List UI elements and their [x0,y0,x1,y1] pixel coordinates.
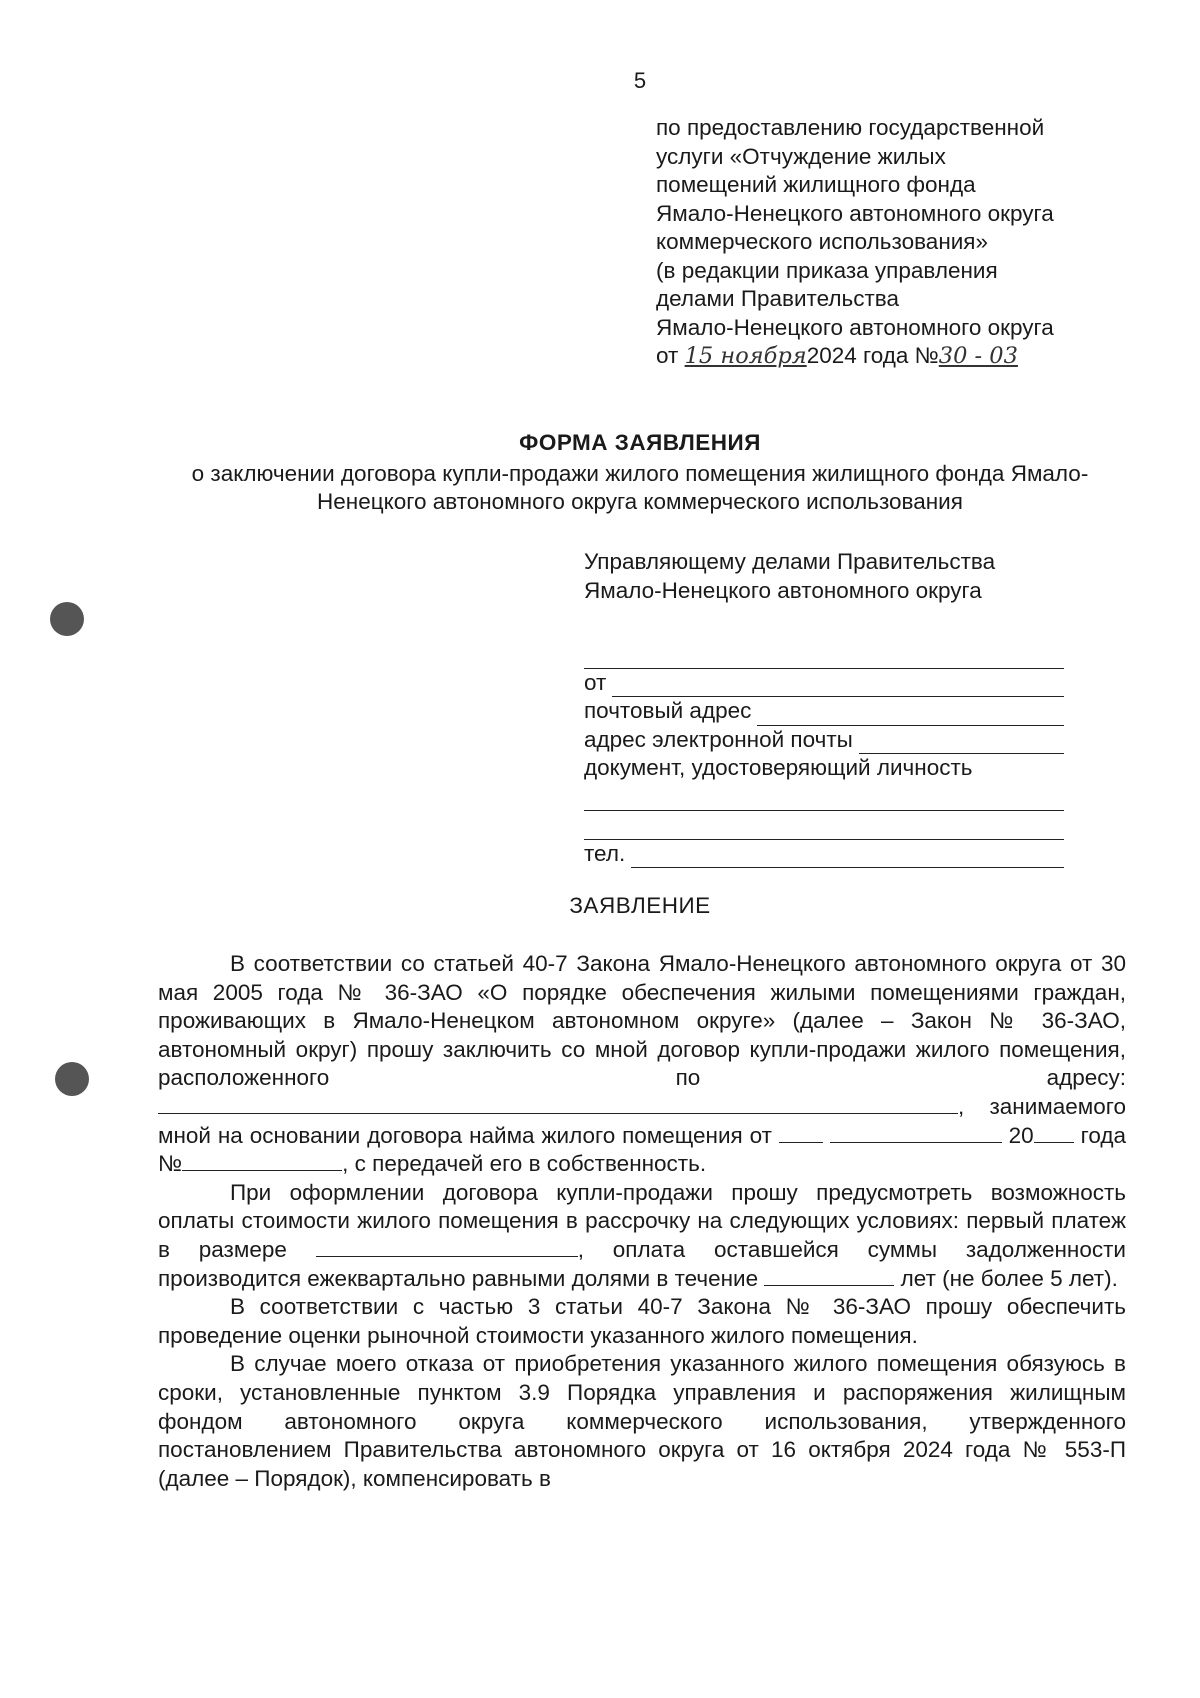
addressee-line: Ямало-Ненецкого автономного округа [584,577,982,603]
identity-document-field[interactable] [584,788,1064,811]
p1-text-c: 20 [1008,1122,1034,1148]
addressee-block [584,548,1084,605]
statement-body [158,950,1126,1493]
approval-line: коммерческого использования» [656,229,989,254]
approval-line: помещений жилищного фонда [656,172,976,197]
approval-line: (в редакции приказа управления [656,257,998,283]
form-subtitle: о заключении договора купли-продажи жилого помещения жилищного фонда Ямало-Ненецкого автономного округа коммерческого использования [191,461,1089,514]
postal-address-label: почтовый адрес [584,698,752,723]
paragraph [158,950,1126,1179]
contract-number-field[interactable] [182,1151,342,1171]
paragraph [158,1179,1126,1293]
statement-heading: ЗАЯВЛЕНИЕ [569,893,711,918]
phone-field[interactable] [631,845,1064,868]
installment-years-field[interactable] [764,1266,894,1286]
p1-text-e: , с передачей его в собственность. [342,1151,707,1177]
approval-line: услуги «Отчуждение жилых [656,143,946,169]
identity-document-label: документ, удостоверяющий личность [584,755,973,780]
p2-text-b: , оплата оставшейся суммы задолженности производится ежеквартально равными долями в течение [158,1236,1126,1291]
handwritten-date: 15 ноября [684,343,807,369]
p2-text-c: лет (не более 5 лет). [900,1265,1118,1291]
p1-text-a: В соответствии со статьей 40-7 Закона Ямало-Ненецкого автономного округа от 30 мая 2005 года № 36-ЗАО «О порядке обеспечения жилыми помещениями граждан, проживающих в Ямало-Ненецком автономном округе» (далее – Закон № 36-ЗАО, автономный округ) прошу заключить со мной договор купли-продажи жилого помещения, расположенного по адресу: [158,951,1126,1091]
approval-date-line [656,342,1126,371]
identity-document-field[interactable] [584,817,1064,840]
punch-hole-mark [55,1062,89,1096]
approval-line: по предоставлению государственной [656,115,1045,140]
date-prefix: от [656,343,679,368]
phone-row [584,840,1064,869]
paragraph: В случае моего отказа от приобретения указанного жилого помещения обязуюсь в сроки, установленные пунктом 3.9 Порядка управления и распоряжения жилищным фондом автономного округа коммерческого использования, утвержденного постановлением Правительства автономного округа от 16 октября 2024 года № 553-П (далее – Порядок), компенсировать в [158,1351,1126,1491]
email-field[interactable] [859,731,1064,754]
p1-text-d: года № [158,1122,1126,1177]
p1-text-b: , занимаемого мной на основании договора найма жилого помещения от [158,1093,1126,1148]
email-label: адрес электронной почты [584,726,853,752]
contract-day-field[interactable] [779,1123,823,1143]
document-blank-row [584,783,1064,812]
first-payment-field[interactable] [316,1237,578,1257]
addressee-line: Управляющему делами Правительства [584,549,996,574]
contract-month-field[interactable] [830,1123,1002,1143]
blank-line[interactable] [584,646,1064,669]
postal-address-field[interactable] [757,703,1064,726]
from-row [584,669,1064,698]
paragraph: В соответствии с частью 3 статьи 40-7 Закона № 36-ЗАО прошу обеспечить проведение оценки рыночной стоимости указанного жилого помещения. [158,1294,1126,1348]
page-number: 5 [633,68,647,93]
handwritten-order-number: 30 - 03 [938,343,1018,369]
phone-label: тел. [584,840,626,866]
address-field[interactable] [158,1094,958,1114]
p2-text-a: При оформлении договора купли-продажи прошу предусмотреть возможность оплаты стоимости жилого помещения в рассрочку на следующих условиях: первый платеж в размере [158,1179,1126,1262]
document-row [584,754,1064,783]
date-year: 2024 года № [806,343,939,368]
approval-block [656,114,1126,371]
form-title: ФОРМА ЗАЯВЛЕНИЯ [519,430,761,455]
approval-line: Ямало-Ненецкого автономного округа [656,314,1054,340]
approval-line: делами Правительства [656,286,899,311]
blank-row [584,640,1064,669]
postal-row [584,697,1064,726]
from-label: от [584,669,607,695]
from-field[interactable] [612,674,1064,697]
contract-year-field[interactable] [1034,1123,1074,1143]
email-row [584,726,1064,755]
applicant-fields [584,640,1064,868]
punch-hole-mark [50,602,84,636]
document-blank-row [584,811,1064,840]
approval-line: Ямало-Ненецкого автономного округа [656,200,1054,226]
